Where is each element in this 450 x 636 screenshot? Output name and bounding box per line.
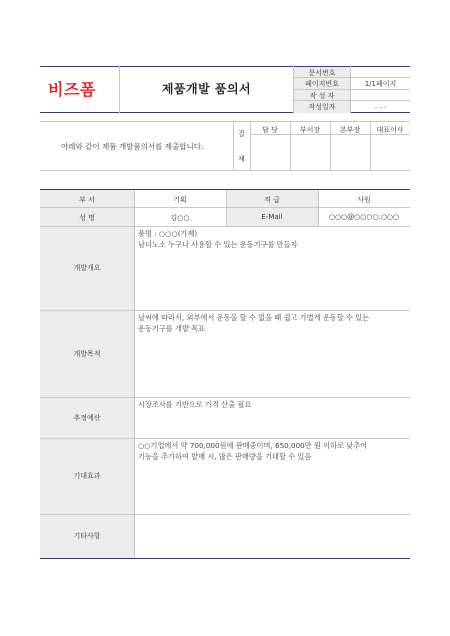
approval-col-staff: 담 당 [262,126,278,134]
section-content-line: ○○기업에서 약 700,000원에 판매중이며, 650,000만 원 이하로 낮추어 [138,441,368,450]
meta-value: 1/1페이지 [364,80,397,88]
header-top-border [40,66,410,67]
section-bottom-line [40,558,410,559]
section-sep [134,397,135,438]
approval-col-ceo: 대표이사 [376,126,404,134]
dept-value: 기획 [173,196,187,204]
section-content-line: 시장조사를 기반으로 가격 산출 필요 [138,400,252,409]
intro-text: 아래와 같이 제품 개발품의서를 제출합니다. [61,142,204,151]
section-label: 기타사항 [73,532,101,540]
rank-value: 사원 [357,196,371,204]
meta-label: 페이지번호 [305,80,339,88]
section-sep [134,514,135,558]
section-sep [134,226,135,310]
section-content-line: 기능을 추가하여 발매 시, 많은 판매량을 기대할 수 있음 [138,452,312,461]
section-label: 추정예산 [73,413,101,422]
meta-label: 작성일자 [308,103,336,111]
approval-side-top: 결 [238,130,245,138]
section-label: 개발목적 [73,349,101,358]
section-label: 기대효과 [73,472,101,480]
name-label: 성 명 [79,214,95,222]
section-content-line: 남녀노소 누구나 사용할 수 있는 운동기구를 만들자 [138,240,298,249]
meta-label: 문서번호 [308,69,336,77]
rank-label: 직 급 [264,196,280,204]
section-content-line: 품명 : ○○○(가제) [138,229,198,238]
approval-outer-left [233,121,234,170]
approval-col-div-head: 본부장 [339,126,361,134]
logo: 비즈폼 [48,80,96,99]
approval-col-dept-head: 부서장 [299,126,321,134]
section-sep [134,310,135,397]
section-content-line: 날씨에 따라서, 외부에서 운동을 할 수 없을 때 쉽고 가볍게 운동할 수 있는 [138,313,370,322]
meta-label: 작 성 자 [309,92,335,100]
info-top-border [40,189,410,190]
approval-side-bottom: 재 [238,155,245,163]
email-label: E-Mail [261,213,283,221]
email-value: ○○○@○○○○.○○○ [328,213,400,221]
meta-value: . . . [374,102,387,110]
section-sep [134,438,135,514]
page-title: 제품개발 품의서 [161,82,252,96]
intro-bottom-border [40,170,410,171]
dept-label: 부 서 [79,196,95,204]
section-label: 개발개요 [73,264,101,272]
name-value: 김○○ [170,214,190,222]
header-bottom-border [40,112,410,113]
info-row-line [40,207,410,208]
section-content-line: 운동기구를 개발 목표 [138,324,206,333]
